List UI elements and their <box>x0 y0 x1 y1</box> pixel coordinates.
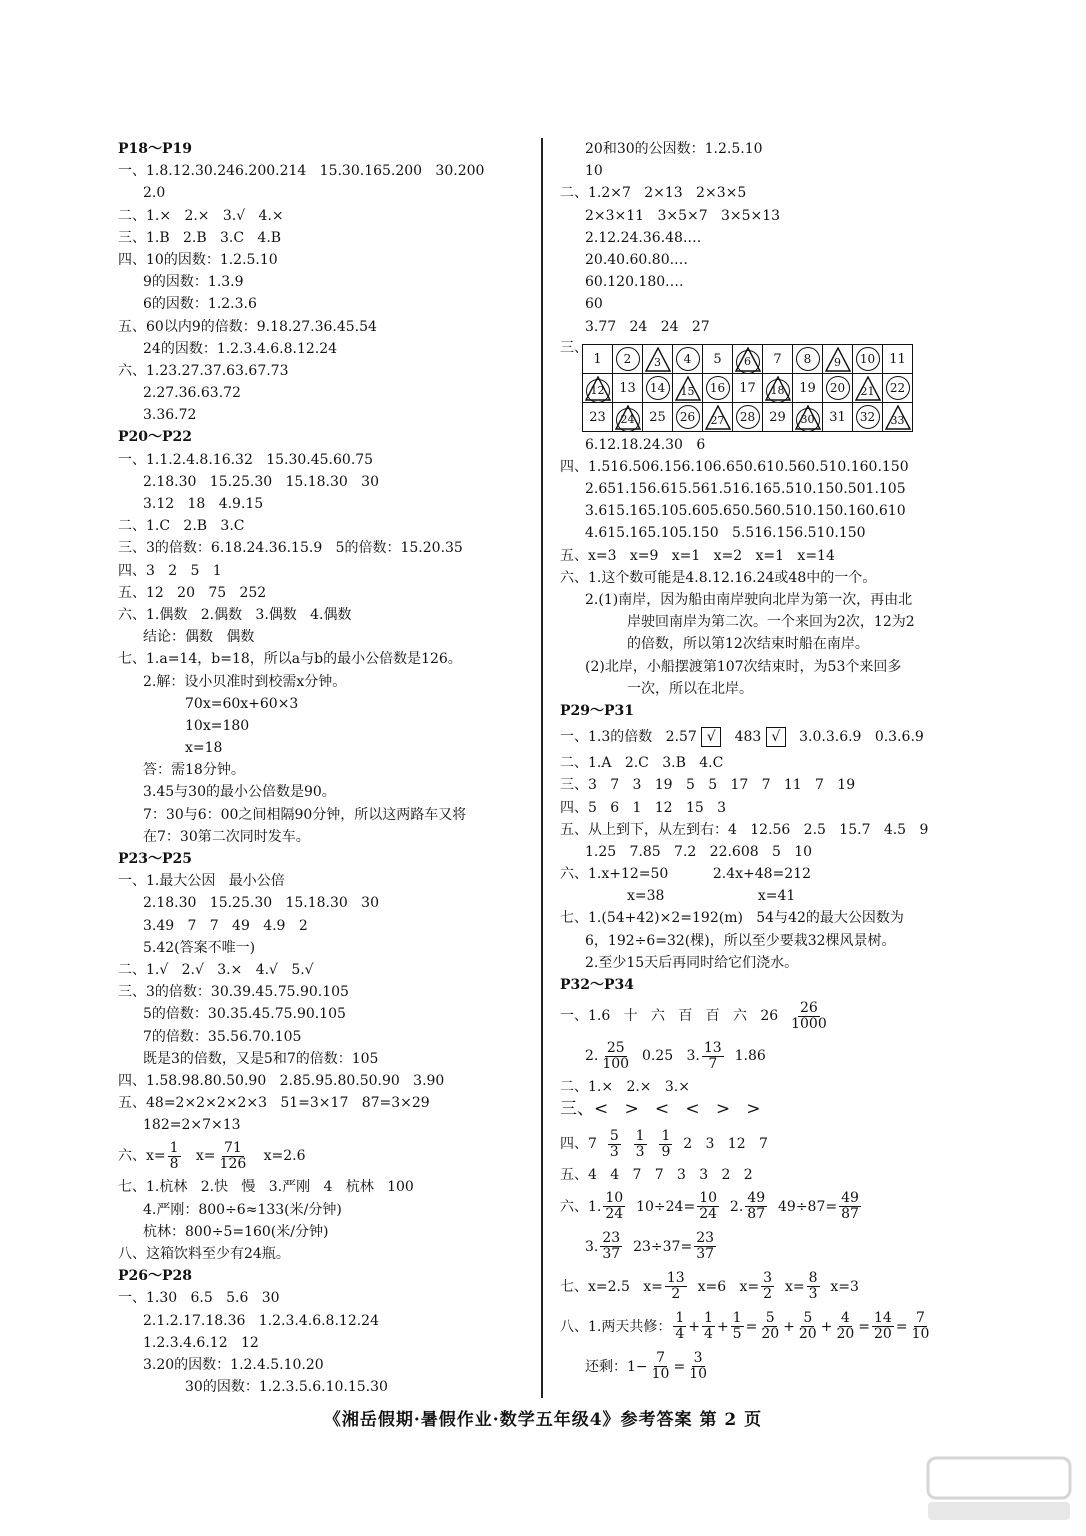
numerator: 8 <box>808 1270 818 1287</box>
fraction <box>839 1191 861 1222</box>
answer-text <box>623 1136 632 1152</box>
answer-line: 30的因数：1.2.3.5.6.10.15.30 <box>185 1379 388 1396</box>
answer-line: 五、x=3 x=9 x=1 x=2 x=1 x=14 <box>560 547 835 564</box>
numerator: 1 <box>169 1139 179 1156</box>
answer-text: 483 <box>721 729 766 746</box>
triangled-number: 15 <box>680 384 695 398</box>
grid-cell: 11 <box>883 345 913 374</box>
answer-line: 在7：30第二次同时发车。 <box>143 828 310 845</box>
answer-line: 六、1.23.27.37.63.67.73 <box>118 362 289 379</box>
answer-text: 六、1. <box>560 1198 602 1215</box>
answer-text: = <box>895 1318 908 1335</box>
answer-text: 七、x=2.5 x= <box>560 1278 663 1295</box>
grid-cell: 17 <box>733 374 763 403</box>
denominator: 20 <box>874 1326 892 1343</box>
grid-cell <box>883 403 913 432</box>
grid-row <box>583 403 913 432</box>
fraction <box>659 1129 672 1160</box>
grid-cell: 29 <box>763 403 793 432</box>
numerator: 4 <box>840 1310 850 1327</box>
circled-number: 10 <box>856 347 880 371</box>
denominator: 126 <box>219 1155 247 1172</box>
numerator: 23 <box>696 1230 715 1247</box>
answer-line <box>560 1036 980 1076</box>
answer-line: 一次，所以在北岸。 <box>627 680 753 697</box>
answer-text: 2 3 12 7 <box>674 1136 768 1153</box>
answer-line: 2.1.2.17.18.36 1.2.3.4.6.8.12.24 <box>143 1312 379 1329</box>
triangled-number: 3 <box>654 355 661 369</box>
grid-cell <box>583 374 613 403</box>
triangle-mark <box>735 347 761 372</box>
circled-number: 30 <box>796 408 820 432</box>
grid-cell <box>643 345 673 374</box>
grid-cell: 25 <box>643 403 673 432</box>
section-heading: P32～P34 <box>560 977 635 993</box>
denominator: 8 <box>169 1155 179 1172</box>
circled-number: 8 <box>796 347 820 371</box>
circled-number: 4 <box>676 347 700 371</box>
answer-text: 2. <box>721 1198 744 1215</box>
grid-cell <box>883 374 913 403</box>
section-heading: P20～P22 <box>118 429 193 446</box>
answer-text: x= <box>182 1148 216 1165</box>
answer-line: 六、1.这个数可能是4.8.12.16.24或48中的一个。 <box>560 569 877 586</box>
circled-number: 14 <box>646 376 670 400</box>
grid-cell: 19 <box>793 374 823 403</box>
fraction <box>650 1351 672 1382</box>
answer-text: x=6 x= <box>688 1278 760 1295</box>
answer-line: (2)北岸，小船摆渡第107次结束时，为53个来回多 <box>585 658 902 675</box>
answer-line: 五、4 4 7 7 3 3 2 2 <box>560 1167 753 1184</box>
answer-line: 3.12 18 4.9.15 <box>143 496 264 512</box>
circled-number: 18 <box>766 379 790 403</box>
grid-cell: 31 <box>823 403 853 432</box>
denominator: 10 <box>911 1326 930 1343</box>
denominator: 3 <box>635 1143 645 1160</box>
answer-line: 3.77 24 24 27 <box>585 318 710 335</box>
fraction <box>634 1129 647 1160</box>
answer-line <box>560 1124 980 1164</box>
numerator: 7 <box>916 1310 925 1327</box>
denominator: 7 <box>708 1055 718 1072</box>
answer-line: 2.0 <box>143 185 166 202</box>
fraction <box>608 1129 621 1160</box>
answer-line: 三、1.B 2.B 3.C 4.B <box>118 229 282 246</box>
grid-cell <box>733 345 763 374</box>
check-box: √ <box>766 727 786 747</box>
circled-number: 24 <box>616 408 640 432</box>
triangled-number: 33 <box>890 413 905 427</box>
grid-cell <box>823 345 853 374</box>
fraction <box>797 1311 819 1342</box>
triangled-number: 27 <box>710 413 725 427</box>
answer-line: 60.120.180.… <box>585 274 684 291</box>
fraction <box>697 1191 719 1222</box>
answer-line: 二、1.2×7 2×13 2×3×5 <box>560 185 747 202</box>
answer-line: 2.18.30 15.25.30 15.18.30 30 <box>143 895 379 912</box>
fraction <box>665 1271 687 1302</box>
denominator: 3 <box>609 1143 619 1160</box>
answer-line: 岸驶回南岸为第二次。一个来回为2次，12为2 <box>627 614 915 631</box>
answer-line <box>560 1307 980 1347</box>
numerator: 1 <box>704 1310 713 1327</box>
answer-text: 10÷24= <box>627 1198 696 1215</box>
answer-line: 2.27.36.63.72 <box>143 385 241 402</box>
answer-text: x=3 <box>821 1278 859 1295</box>
fraction <box>702 1311 715 1342</box>
grid-cell <box>673 374 703 403</box>
answer-text: 一、1.6 十 六 百 百 六 26 <box>560 1008 788 1025</box>
answer-text: 2. <box>585 1048 599 1065</box>
answer-line: 6，192÷6=32(棵)，所以至少要栽32棵风景树。 <box>585 932 896 949</box>
answer-text: 八、1.两天共修： <box>560 1318 672 1335</box>
answer-line: 3.20的因数：1.2.4.5.10.20 <box>143 1356 324 1373</box>
answer-text: x=2.6 <box>250 1148 306 1165</box>
denominator: 9 <box>661 1143 671 1160</box>
answer-line: 二、1.√ 2.√ 3.× 4.√ 5.√ <box>118 961 314 978</box>
answer-text: 0.25 3. <box>633 1048 700 1065</box>
fraction <box>673 1311 686 1342</box>
denominator: 20 <box>836 1326 855 1343</box>
answer-line: x=18 <box>185 740 223 757</box>
answer-line: 2.18.30 15.25.30 15.18.30 30 <box>143 473 379 490</box>
right-column <box>560 138 980 1387</box>
fraction <box>168 1141 181 1172</box>
answer-line: 五、60以内9的倍数：9.18.27.36.45.54 <box>118 318 377 335</box>
grid-cell <box>733 403 763 432</box>
fraction <box>600 1041 631 1072</box>
answer-line: 五、12 20 75 252 <box>118 584 267 601</box>
answer-line: 6.12.18.24.30 6 <box>585 436 706 453</box>
section-heading: P29～P31 <box>560 702 635 719</box>
fraction <box>731 1311 744 1342</box>
answer-line: 3.615.165.105.605.650.560.510.150.160.610 <box>585 503 906 520</box>
fraction <box>807 1271 820 1302</box>
answer-text: 23÷37= <box>624 1238 693 1255</box>
answer-line: 24的因数：1.2.3.4.6.8.12.24 <box>143 340 338 357</box>
triangled-number: 21 <box>860 384 875 398</box>
answer-line: 七、1.杭林 2.快 慢 3.严刚 4 杭林 100 <box>118 1179 414 1196</box>
circled-number: 2 <box>616 347 640 371</box>
denominator: 2 <box>671 1286 681 1303</box>
answer-line <box>560 1187 980 1227</box>
fraction <box>759 1311 781 1342</box>
triangle-mark <box>615 405 641 430</box>
answer-line: 60 <box>585 296 603 313</box>
numerator: 10 <box>699 1190 718 1207</box>
answer-line: 六、1.偶数 2.偶数 3.偶数 4.偶数 <box>118 606 352 623</box>
answer-line: 10x=180 <box>185 717 250 734</box>
answer-text: = <box>745 1318 758 1335</box>
answer-text: 四、7 <box>560 1136 606 1153</box>
answer-line: 2×3×11 3×5×7 3×5×13 <box>585 207 781 224</box>
answer-line: 四、1.516.506.156.106.650.610.560.510.160.150 <box>560 458 909 475</box>
circled-number: 22 <box>886 376 910 400</box>
answer-text: 一、1.3的倍数 2.57 <box>560 729 702 746</box>
grid-cell <box>763 374 793 403</box>
grid-cell <box>703 374 733 403</box>
answer-line: 182=2×7×13 <box>143 1117 241 1134</box>
triangle-mark <box>765 376 791 401</box>
grid-cell <box>853 374 883 403</box>
denominator: 1000 <box>791 1015 827 1032</box>
answer-line <box>118 1136 538 1176</box>
denominator: 4 <box>675 1326 685 1343</box>
grid-cell <box>703 403 733 432</box>
answer-line: 三、3的倍数：30.39.45.75.90.105 <box>118 984 349 1001</box>
grid-cell <box>853 345 883 374</box>
triangle-mark <box>585 376 611 401</box>
answer-line: 9的因数：1.3.9 <box>143 274 244 291</box>
answer-line: 的倍数，所以第12次结束时船在南岸。 <box>627 636 869 653</box>
answer-line: 2.651.156.615.561.516.165.510.150.501.105 <box>585 481 906 498</box>
answer-line: 20和30的公因数：1.2.5.10 <box>585 141 763 157</box>
answer-line: 四、5 6 1 12 15 3 <box>560 799 727 816</box>
fraction <box>603 1191 625 1222</box>
answer-text: = <box>673 1358 686 1375</box>
fraction <box>910 1311 932 1342</box>
answer-line <box>560 1227 980 1267</box>
answer-text: x= <box>776 1278 805 1295</box>
check-box: √ <box>701 727 721 747</box>
answer-line: 四、3 2 5 1 <box>118 562 222 579</box>
denominator: 4 <box>704 1326 713 1343</box>
answer-text <box>649 1136 658 1152</box>
answer-line <box>560 996 980 1036</box>
grid-cell: 1 <box>583 345 613 374</box>
answer-line: 一、1.30 6.5 5.6 30 <box>118 1290 280 1307</box>
numerator: 7 <box>656 1350 666 1367</box>
answer-line: 二、1.A 2.C 3.B 4.C <box>560 755 724 772</box>
answer-line <box>560 1267 980 1307</box>
fraction <box>761 1271 774 1302</box>
numerator: 3 <box>693 1350 703 1367</box>
answer-line: 一、1.1.2.4.8.16.32 15.30.45.60.75 <box>118 451 374 468</box>
answer-text: = <box>858 1318 871 1335</box>
answer-line: 3.45与30的最小公倍数是90。 <box>143 784 336 801</box>
grid-label: 三、 <box>560 339 588 356</box>
circled-number: 16 <box>706 376 730 400</box>
answer-line: 五、从上到下，从左到右：4 12.56 2.5 15.7 4.5 9 <box>560 821 929 838</box>
answer-line: 2.(1)南岸，因为船由南岸驶向北岸为第一次，再由北 <box>585 592 913 608</box>
grid-cell: 13 <box>613 374 643 403</box>
answer-line: 七、1.a=14，b=18，所以a与b的最小公倍数是126。 <box>118 651 462 668</box>
numerator: 1 <box>675 1310 685 1327</box>
answer-line: 二、1.× 2.× 3.√ 4.× <box>118 207 284 224</box>
answer-line: 七、1.(54+42)×2=192(m) 54与42的最大公因数为 <box>560 910 904 927</box>
answer-line: 4.615.165.105.150 5.516.156.510.150 <box>585 525 866 542</box>
grid-cell <box>673 345 703 374</box>
numerator: 49 <box>841 1190 859 1207</box>
answer-line: 八、这箱饮料至少有24瓶。 <box>118 1246 290 1262</box>
numerator: 26 <box>800 999 818 1016</box>
triangled-number: 9 <box>834 355 841 369</box>
denominator: 10 <box>689 1366 708 1383</box>
numerator: 23 <box>602 1230 621 1247</box>
answer-line: 一、1.最大公因 最小公倍 <box>118 873 285 890</box>
fraction <box>702 1041 724 1072</box>
answer-line: 答：需18分钟。 <box>143 762 245 779</box>
section-heading: P18～P19 <box>118 141 193 157</box>
answer-text: 49÷87= <box>769 1198 838 1215</box>
denominator: 10 <box>651 1366 670 1383</box>
page-footer: 《湘岳假期·暑假作业·数学五年级4》参考答案 第 2 页 <box>323 1410 763 1430</box>
fraction <box>872 1311 894 1342</box>
answer-line: 一、1.8.12.30.246.200.214 15.30.165.200 30.200 <box>118 163 485 180</box>
circled-number: 28 <box>736 405 760 429</box>
answer-line: 1.2.3.4.6.12 12 <box>143 1334 259 1351</box>
denominator: 20 <box>798 1326 817 1343</box>
denominator: 87 <box>841 1206 859 1223</box>
watermark-logo <box>924 1454 1074 1524</box>
answer-line: 结论：偶数 偶数 <box>143 629 255 646</box>
grid-cell <box>853 403 883 432</box>
fraction <box>789 1001 829 1032</box>
answer-line: 二、1.× 2.× 3.× <box>560 1079 690 1096</box>
grid-cell: 23 <box>583 403 613 432</box>
answer-line: 三、3 7 3 19 5 5 17 7 11 7 19 <box>560 777 856 794</box>
denominator: 3 <box>808 1286 818 1303</box>
grid-row <box>583 374 913 403</box>
grid-cell <box>793 345 823 374</box>
numerator: 14 <box>874 1310 892 1327</box>
numerator: 10 <box>605 1190 624 1207</box>
circled-number: 6 <box>736 350 760 374</box>
answer-line: 20.40.60.80.… <box>585 251 689 268</box>
answer-line: 4.严刚：800÷6≈133(米/分钟) <box>143 1201 342 1218</box>
numerator: 5 <box>803 1310 813 1327</box>
answer-line: 5的倍数：30.35.45.75.90.105 <box>143 1006 346 1023</box>
answer-line: 2.解：设小贝准时到校需x分钟。 <box>143 673 347 690</box>
left-column <box>118 138 538 1398</box>
denominator: 37 <box>696 1246 715 1263</box>
answer-line: 六、1.x+12=50 2.4x+48=212 <box>560 866 812 883</box>
answer-line: 五、48=2×2×2×2×3 51=3×17 87=3×29 <box>118 1095 430 1112</box>
answer-line: 1.25 7.85 7.2 22.608 5 10 <box>585 843 813 860</box>
fraction <box>218 1141 249 1172</box>
grid-cell <box>823 374 853 403</box>
grid-cell <box>793 403 823 432</box>
answer-line <box>560 722 980 752</box>
circled-number: 12 <box>586 379 610 403</box>
column-divider <box>541 138 543 1398</box>
fraction <box>834 1311 856 1342</box>
number-grid <box>582 344 913 432</box>
answer-text: 3.0.3.6.9 0.3.6.9 <box>785 729 924 746</box>
answer-line: 3.49 7 7 49 4.9 2 <box>143 917 308 934</box>
answer-line <box>560 1347 980 1387</box>
numerator: 49 <box>747 1190 766 1207</box>
answer-text: 还剩：1− <box>585 1358 648 1375</box>
grid-cell: 5 <box>703 345 733 374</box>
section-heading: P23～P25 <box>118 851 193 867</box>
grid-cell <box>673 403 703 432</box>
circled-number: 32 <box>856 405 880 429</box>
fraction <box>687 1351 709 1382</box>
denominator: 20 <box>761 1326 780 1343</box>
circled-number: 26 <box>676 405 700 429</box>
answer-line: 2.12.24.36.48.… <box>585 229 702 246</box>
answer-text: 六、x= <box>118 1148 166 1165</box>
answer-line: 7的倍数：35.56.70.105 <box>143 1028 302 1045</box>
numerator: 5 <box>765 1310 775 1327</box>
answer-line: 5.42(答案不唯一) <box>143 939 256 956</box>
grid-row <box>583 345 913 374</box>
numerator: 13 <box>703 1039 722 1056</box>
answer-text: 3. <box>585 1238 599 1255</box>
answer-line: 杭林：800÷5=160(米/分钟) <box>143 1223 329 1240</box>
grid-cell: 7 <box>763 345 793 374</box>
denominator: 5 <box>732 1326 742 1343</box>
answer-line: 2.至少15天后再同时给它们浇水。 <box>585 954 799 971</box>
answer-line: 70x=60x+60×3 <box>185 695 299 712</box>
answer-line: 3.36.72 <box>143 407 197 424</box>
answer-text: + <box>820 1318 833 1335</box>
fraction <box>600 1231 622 1262</box>
numerator: 3 <box>763 1270 773 1287</box>
grid-cell <box>613 403 643 432</box>
numerator: 71 <box>224 1139 242 1156</box>
numerator: 13 <box>666 1270 685 1287</box>
denominator: 100 <box>602 1055 630 1072</box>
fraction <box>745 1191 767 1222</box>
numerator: 5 <box>609 1127 619 1144</box>
section-heading: P26～P28 <box>118 1268 193 1285</box>
grid-cell <box>643 374 673 403</box>
answer-line: 四、10的因数：1.2.5.10 <box>118 251 278 268</box>
answer-line: 10 <box>585 163 603 180</box>
denominator: 2 <box>763 1286 773 1303</box>
answer-line: 四、1.58.98.80.50.90 2.85.95.80.50.90 3.90 <box>118 1072 445 1089</box>
triangle-mark <box>795 405 821 430</box>
fraction <box>694 1231 716 1262</box>
answer-line: 6的因数：1.2.3.6 <box>143 296 257 313</box>
answer-text: + <box>688 1318 701 1335</box>
denominator: 24 <box>605 1206 624 1223</box>
numerator: 1 <box>661 1127 671 1144</box>
answer-text: + <box>716 1318 729 1335</box>
answer-line: 7：30与6：00之间相隔90分钟，所以这两路车又将 <box>143 806 467 823</box>
circled-number: 20 <box>826 376 850 400</box>
denominator: 24 <box>699 1206 718 1223</box>
answer-text: 1.86 <box>725 1048 766 1065</box>
answer-line: 二、1.C 2.B 3.C <box>118 518 245 535</box>
grid-cell <box>613 345 643 374</box>
answer-line: 既是3的倍数，又是5和7的倍数：105 <box>143 1050 379 1067</box>
answer-line: 三、< > < < > > <box>560 1099 761 1120</box>
answer-line: x=38 x=41 <box>627 888 796 905</box>
numerator: 1 <box>732 1310 742 1327</box>
numerator: 1 <box>635 1127 645 1144</box>
denominator: 37 <box>602 1246 621 1263</box>
answer-text: + <box>783 1318 795 1335</box>
denominator: 87 <box>747 1206 766 1223</box>
numerator: 25 <box>606 1039 625 1056</box>
answer-line: 三、3的倍数：6.18.24.36.15.9 5的倍数：15.20.35 <box>118 540 463 557</box>
